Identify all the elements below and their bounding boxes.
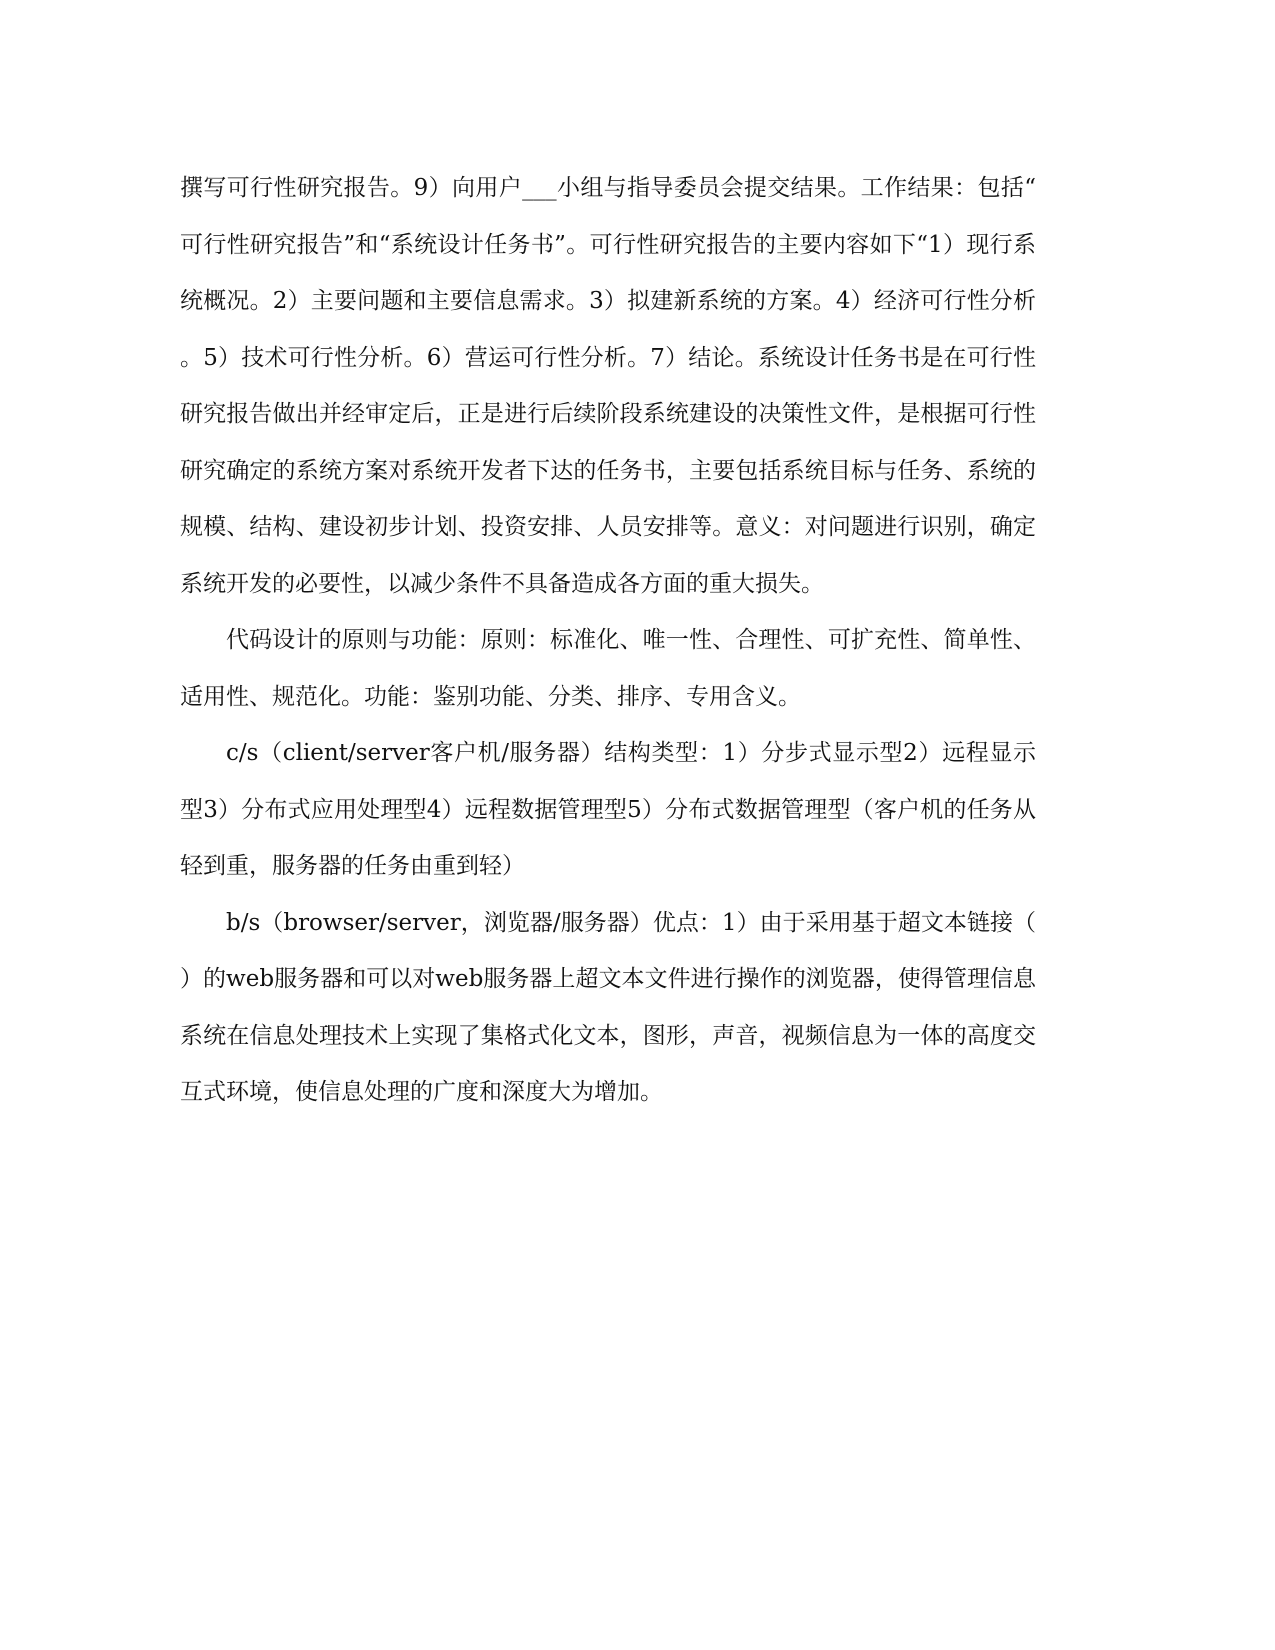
document-body xyxy=(180,160,1036,1121)
paragraph-browser-server: b/s（browser/server，浏览器/服务器）优点：1）由于采用基于超文本链接（）的web服务器和可以对web服务器上超文本文件进行操作的浏览器，使得管理信息系统在信息处理技术上实现了集格式化文本，图形，声音，视频信息为一体的高度交互式环境，使信息处理的广度和深度大为增加。 xyxy=(180,909,1036,1105)
paragraph-feasibility-report: 撰写可行性研究报告。9）向用户___小组与指导委员会提交结果。工作结果：包括“可行性研究报告”和“系统设计任务书”。可行性研究报告的主要内容如下“1）现行系统概况。2）主要问题和主要信息需求。3）拟建新系统的方案。4）经济可行性分析。5）技术可行性分析。6）营运可行性分析。7）结论。系统设计任务书是在可行性研究报告做出并经审定后，正是进行后续阶段系统建设的决策性文件，是根据可行性研究确定的系统方案对系统开发者下达的任务书，主要包括系统目标与任务、系统的规模、结构、建设初步计划、投资安排、人员安排等。意义：对问题进行识别，确定系统开发的必要性，以减少条件不具备造成各方面的重大损失。 xyxy=(180,175,1036,597)
paragraph-client-server: c/s（client/server客户机/服务器）结构类型：1）分步式显示型2）远程显示型3）分布式应用处理型4）远程数据管理型5）分布式数据管理型（客户机的任务从轻到重，服务器的任务由重到轻） xyxy=(180,740,1036,879)
paragraph-code-design: 代码设计的原则与功能：原则：标准化、唯一性、合理性、可扩充性、简单性、适用性、规范化。功能：鉴别功能、分类、排序、专用含义。 xyxy=(180,627,1036,710)
